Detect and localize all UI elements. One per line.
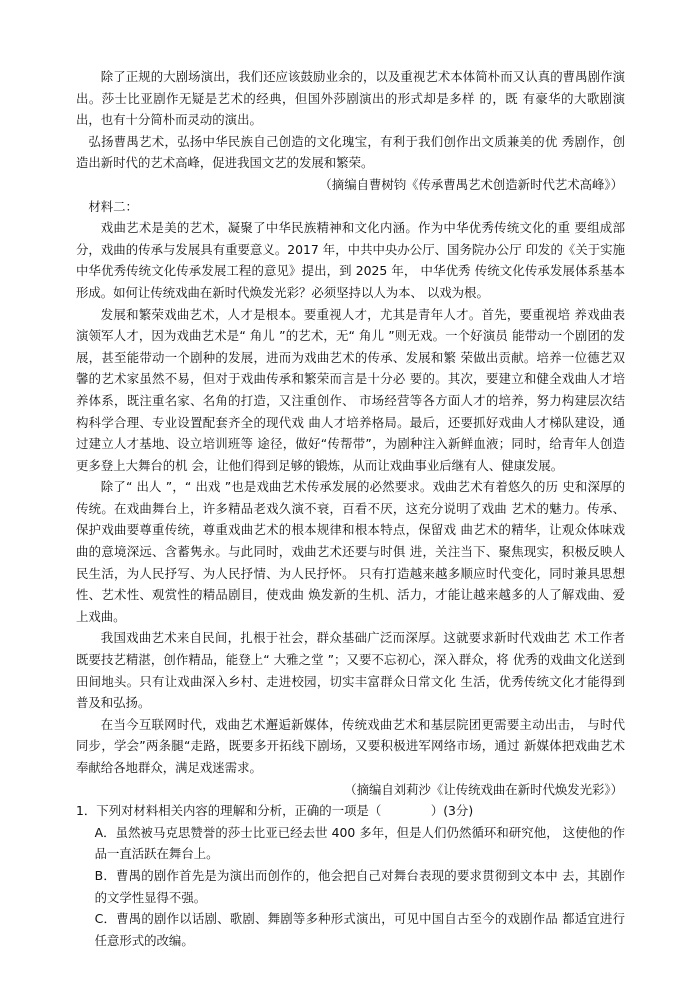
material1-paragraph-2: 弘扬曹禺艺术，弘扬中华民族自己创造的文化瑰宝，有利于我们创作出文质兼美的优 秀剧作，创造出新时代的艺术高峰，促进我国文艺的发展和繁荣。 (76, 133, 625, 171)
material1-paragraph-1: 除了正规的大剧场演出，我们还应该鼓励业余的，以及重视艺术本体简朴而又认真的曹禺剧作演出。莎士比亚剧作无疑是艺术的经典，但国外莎剧演出的形式却是多样 的，既 有豪华的大歌剧演出，也有十分简朴而灵动的演出。 (76, 69, 625, 128)
material1-source: （摘编自曹树钧《传承曹禺艺术创造新时代艺术高峰》） (319, 176, 623, 192)
question-1-stem: 1．下列对材料相关内容的理解和分析，正确的一项是（ ）(3分) (76, 803, 474, 819)
material2-paragraph-1: 戏曲艺术是美的艺术，凝聚了中华民族精神和文化内涵。作为中华优秀传统文化的重 要组成部分，戏曲的传承与发展具有重要意义。2017 年，中共中央办公厅、国务院办公厅 印发的《关于实施中华优秀传统文化传承发展工程的意见》提出，到 2025 年， 中华优秀 传统文化传承发展体系基本形成。如何让传统戏曲在新时代焕发光彩？必须坚持以人为本、 以戏为根。 (76, 220, 625, 300)
question-1-option-c: C．曹禺的剧作以话剧、歌剧、舞剧等多种形式演出，可见中国自古至今的戏剧作品 都适宜进行任意形式的改编。 (94, 911, 625, 948)
material2-paragraph-4: 我国戏曲艺术来自民间，扎根于社会，群众基础广泛而深厚。这就要求新时代戏曲艺 术工作者既要技艺精湛，创作精品，能登上“ 大雅之堂 ”；又要不忘初心，深入群众，将 优秀的戏曲文化送到田间地头。只有让戏曲深入乡村、走进校园，切实丰富群众日常文化 生活，优秀传统文化才能得到普及和弘扬。 (76, 630, 625, 711)
material2-paragraph-2: 发展和繁荣戏曲艺术，人才是根本。要重视人才，尤其是青年人才。首先，要重视培 养戏曲表演领军人才，因为戏曲艺术是“ 角儿 ”的艺术，无“ 角儿 ”则无戏。一个好演员 能带动一个剧团的发展，甚至能带动一个剧种的发展，进而为戏曲艺术的传承、发展和繁 荣做出贡献。培养一位德艺双馨的艺术家虽然不易，但对于戏曲传承和繁荣而言是十分必 要的。其次，要建立和健全戏曲人才培养体系，既注重名家、名角的打造，又注重创作、 市场经营等各方面人才的培养，努力构建层次结构科学合理、专业设置配套齐全的现代戏 曲人才培养格局。最后，还要抓好戏曲人才梯队建设，通过建立人才基地、设立培训班等 途径，做好“传帮带”，为剧种注入新鲜血液；同时，给青年人创造更多登上大舞台的机 会，让他们得到足够的锻炼，从而让戏曲事业后继有人、健康发展。 (76, 306, 625, 473)
material2-paragraph-5: 在当今互联网时代，戏曲艺术邂逅新媒体，传统戏曲艺术和基层院团更需要主动出击， 与时代同步，学会”两条腿“走路，既要多开拓线下剧场，又要积极进军网络市场，通过 新媒体把戏曲艺术奉献给各地群众，满足戏迷需求。 (76, 716, 625, 775)
material2-heading: 材料二： (88, 198, 138, 214)
material2-paragraph-3: 除了“ 出人 ”，“ 出戏 ”也是戏曲艺术传承发展的必然要求。戏曲艺术有着悠久的历 史和深厚的传统。在戏曲舞台上，许多精品老戏久演不衰，百看不厌，这充分说明了戏曲 艺术的魅力。传承、保护戏曲要尊重传统，尊重戏曲艺术的根本规律和根本特点，保留戏 曲艺术的精华，让观众体味戏曲的意境深远、含蓄隽永。与此同时，戏曲艺术还要与时俱 进，关注当下、聚焦现实，积极反映人民生活，为人民抒写、为人民抒情、为人民抒怀。 只有打造越来越多顺应时代变化，同时兼具思想性、艺术性、观赏性的精品剧目，使戏曲 焕发新的生机、活力，才能让越来越多的人了解戏曲、爱上戏曲。 (76, 479, 625, 624)
material2-source: （摘编自刘莉沙《让传统戏曲在新时代焕发光彩》） (344, 781, 623, 797)
question-1-option-a: A．虽然被马克思赞誉的莎士比亚已经去世 400 多年，但是人们仍然循环和研究他， 这使他的作品一直活跃在舞台上。 (94, 824, 625, 862)
question-1-option-b: B．曹禺的剧作首先是为演出而创作的，他会把自己对舞台表现的要求贯彻到文本中 去，其剧作的文学性显得不强。 (94, 867, 625, 905)
